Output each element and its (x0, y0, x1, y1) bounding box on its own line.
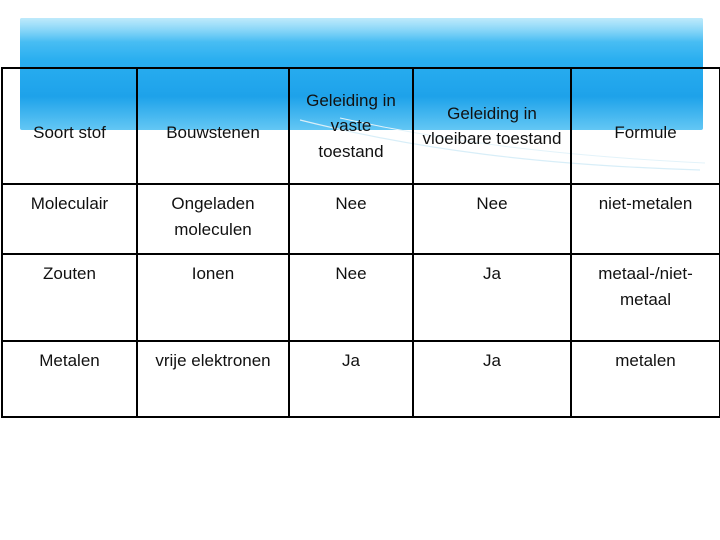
table-cell: Nee (289, 254, 413, 341)
table-cell: vrije elektronen (137, 341, 289, 417)
table-cell: Ja (289, 341, 413, 417)
table-row (2, 254, 720, 341)
table-row (2, 341, 720, 417)
table-cell: Metalen (2, 341, 137, 417)
header-cell: Geleiding in vloeibare toestand (413, 68, 571, 184)
table-header-row (2, 68, 720, 184)
table-cell: metaal-/niet-metaal (571, 254, 720, 341)
header-cell: Formule (571, 68, 720, 184)
header-cell: Geleiding in vaste toestand (289, 68, 413, 184)
table-cell: Ja (413, 341, 571, 417)
header-cell: Soort stof (2, 68, 137, 184)
table-row (2, 184, 720, 254)
table-cell: metalen (571, 341, 720, 417)
header-cell: Bouwstenen (137, 68, 289, 184)
table-cell: Moleculair (2, 184, 137, 254)
table-cell: Ongeladen moleculen (137, 184, 289, 254)
properties-table (1, 67, 720, 418)
table-cell: Ionen (137, 254, 289, 341)
table-cell: Nee (413, 184, 571, 254)
table-cell: Ja (413, 254, 571, 341)
table-cell: Zouten (2, 254, 137, 341)
table-cell: niet-metalen (571, 184, 720, 254)
table-cell: Nee (289, 184, 413, 254)
